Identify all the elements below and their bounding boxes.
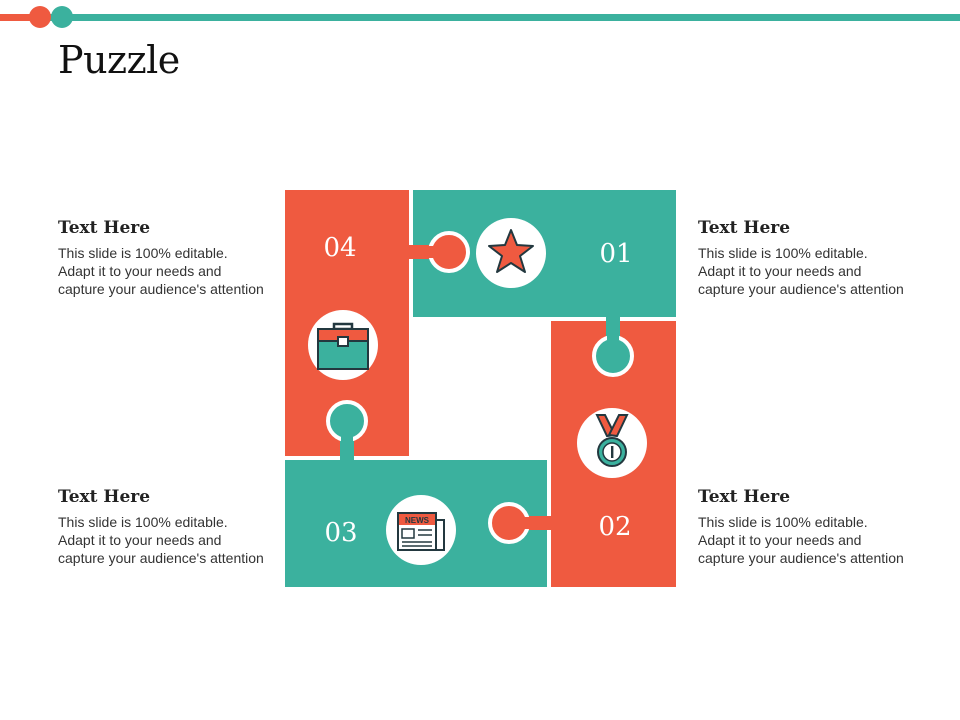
text-block-01 [698,218,928,298]
medal-icon [577,408,647,478]
piece-number-04: 04 [323,233,357,263]
briefcase-icon [308,310,378,380]
text-block-body: This slide is 100% editable. Adapt it to your needs and capture your audience's attention [58,514,264,566]
text-block-heading: Text Here [698,218,791,238]
text-block-body: This slide is 100% editable. Adapt it to your needs and capture your audience's attention [698,514,904,566]
text-block-heading: Text Here [58,487,151,507]
piece-number-02: 02 [598,512,632,542]
newspaper-icon [386,495,456,565]
text-block-02 [698,487,928,567]
star-icon [476,218,546,288]
slide-title: Puzzle [58,38,180,82]
text-block-heading: Text Here [698,487,791,507]
text-block-body: This slide is 100% editable. Adapt it to your needs and capture your audience's attention [58,245,264,297]
text-block-03 [58,487,288,567]
text-block-body: This slide is 100% editable. Adapt it to your needs and capture your audience's attention [698,245,904,297]
piece-number-03: 03 [324,518,358,548]
text-block-04 [58,218,288,298]
newspaper-label: NEWS [405,516,429,525]
text-block-heading: Text Here [58,218,151,238]
piece-number-01: 01 [599,239,633,269]
